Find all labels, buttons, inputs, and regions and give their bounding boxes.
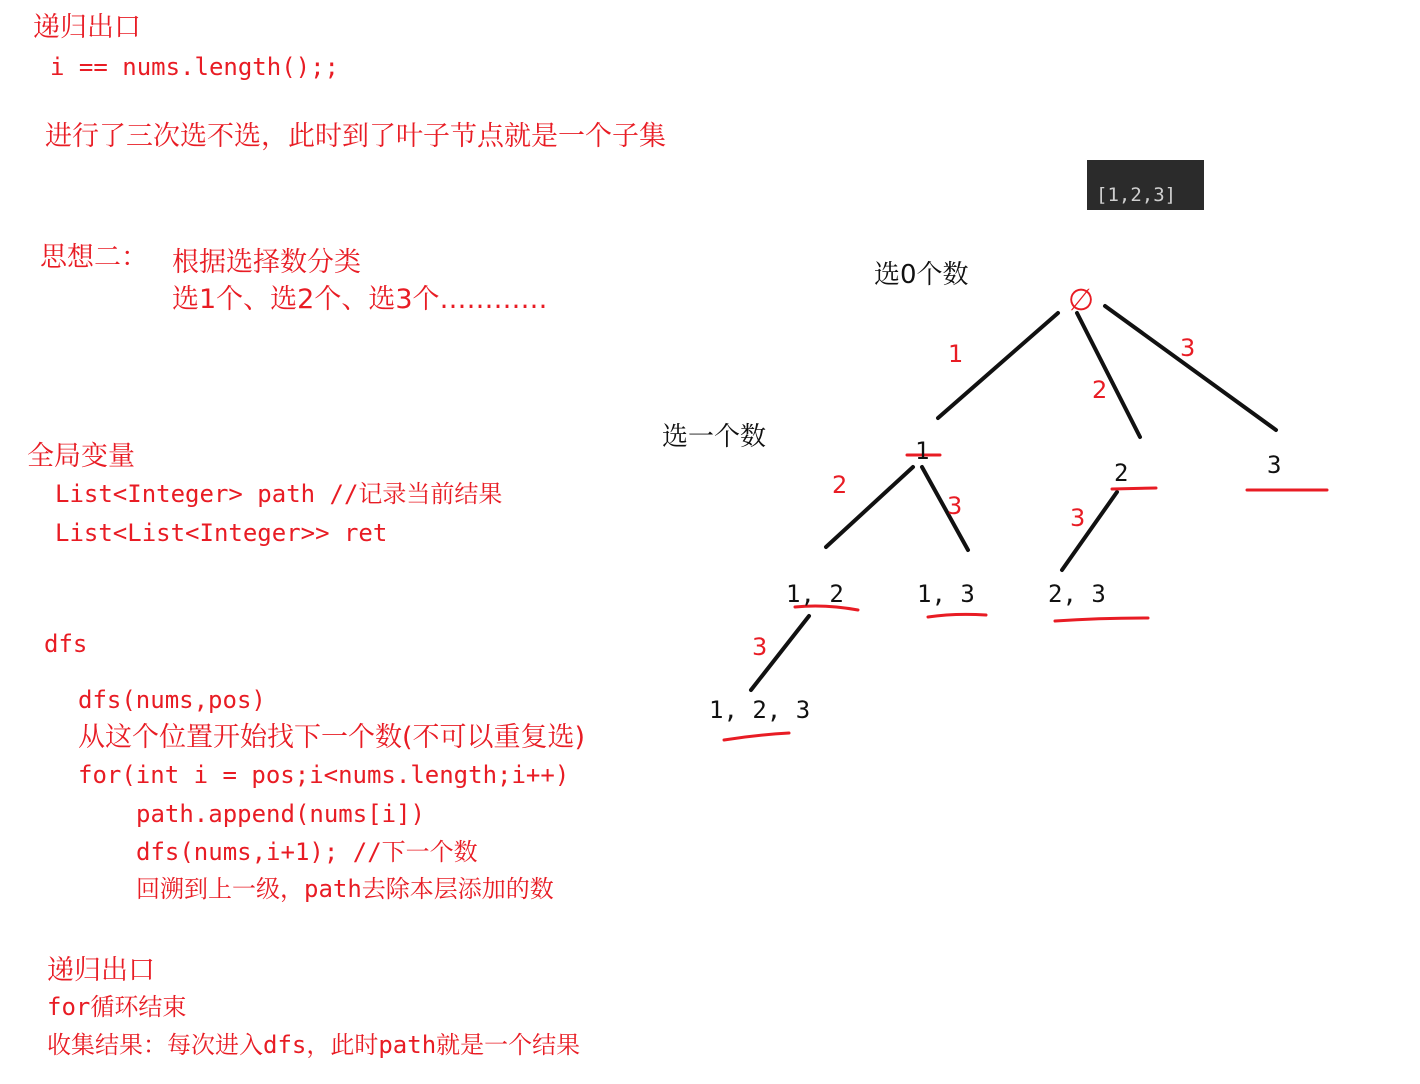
level-0-label: 选0个数 xyxy=(874,260,969,290)
exit-title: 递归出口 xyxy=(33,12,141,43)
exit-description: 进行了三次选不选，此时到了叶子节点就是一个子集 xyxy=(45,121,666,152)
idea-line-2: 选1个、选2个、选3个………… xyxy=(172,284,548,315)
node-1-2-3: 1, 2, 3 xyxy=(709,696,811,724)
underline-13 xyxy=(928,614,986,617)
dfs-append: path.append(nums[i]) xyxy=(136,800,425,828)
node-3: 3 xyxy=(1267,451,1282,479)
edge-root-2 xyxy=(1077,313,1140,437)
dfs-recurse: dfs(nums,i+1); //下一个数 xyxy=(136,838,478,866)
edge-label-12-123: 3 xyxy=(752,633,768,661)
tree-edges xyxy=(751,306,1276,690)
exit2-title: 递归出口 xyxy=(47,955,155,986)
node-1-3: 1, 3 xyxy=(917,580,975,608)
edge-label-root-3: 3 xyxy=(1180,334,1196,362)
idea-label: 思想二： xyxy=(40,242,148,273)
node-1-2: 1, 2 xyxy=(786,580,844,608)
node-2: 2 xyxy=(1114,459,1129,487)
edge-label-1-13: 3 xyxy=(947,492,963,520)
edge-label-2-23: 3 xyxy=(1070,504,1086,532)
dfs-description: 从这个位置开始找下一个数(不可以重复选) xyxy=(78,722,586,753)
underline-23 xyxy=(1055,618,1148,621)
edge-label-root-2: 2 xyxy=(1092,376,1108,404)
idea-line-1: 根据选择数分类 xyxy=(172,247,361,278)
globals-title: 全局变量 xyxy=(27,441,135,472)
input-array-text: [1,2,3] xyxy=(1096,184,1177,206)
dfs-backtrack: 回溯到上一级，path去除本层添加的数 xyxy=(136,875,554,903)
level-1-label: 选一个数 xyxy=(662,422,767,452)
globals-ret: List<List<Integer>> ret xyxy=(55,519,388,547)
edge-root-3 xyxy=(1105,306,1276,430)
edge-label-root-1: 1 xyxy=(948,340,964,368)
exit2-line-2: 收集结果：每次进入dfs，此时path就是一个结果 xyxy=(47,1031,581,1059)
underline-2 xyxy=(1112,488,1156,489)
exit-condition: i == nums.length();; xyxy=(50,53,339,81)
edge-label-1-12: 2 xyxy=(832,471,848,499)
node-2-3: 2, 3 xyxy=(1048,580,1106,608)
globals-path: List<Integer> path //记录当前结果 xyxy=(55,480,503,508)
exit2-line-1: for循环结束 xyxy=(47,993,187,1021)
dfs-signature: dfs(nums,pos) xyxy=(78,686,266,714)
root-empty-set: ∅ xyxy=(1068,283,1095,318)
dfs-title: dfs xyxy=(44,630,88,658)
underline-123 xyxy=(724,733,789,740)
dfs-for-loop: for(int i = pos;i<nums.length;i++) xyxy=(78,761,570,789)
node-1: 1 xyxy=(915,437,930,465)
